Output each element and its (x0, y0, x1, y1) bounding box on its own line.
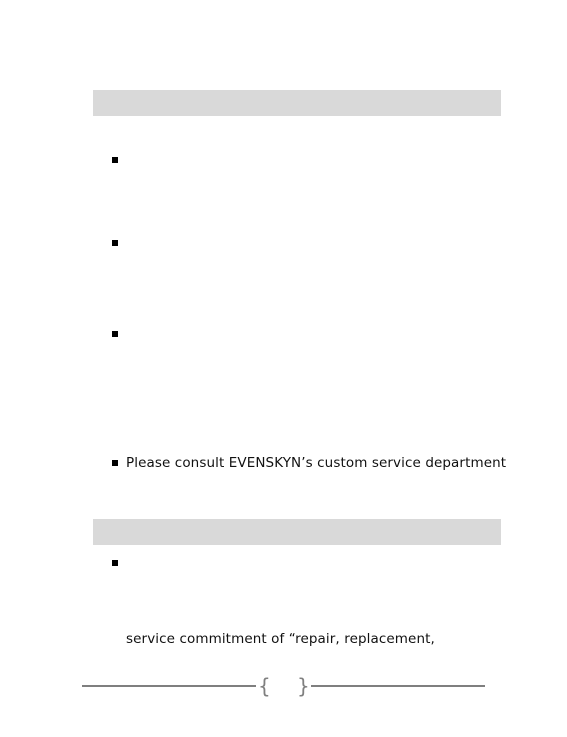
bullet-marker (112, 157, 118, 163)
footer-rule-right (311, 685, 485, 687)
bullet-marker (112, 560, 118, 566)
bullet-text: Please consult EVENSKYN’s custom service department (126, 455, 507, 471)
body-text-line: service commitment of “repair, replacement, (126, 631, 435, 647)
bullet-marker (112, 240, 118, 246)
bullet-marker (112, 460, 118, 466)
footer-rule-left (82, 685, 256, 687)
footer-left-brace: { (258, 674, 271, 698)
section-header-bar (93, 519, 501, 545)
footer-right-brace: } (297, 674, 310, 698)
bullet-marker (112, 331, 118, 337)
section-header-bar (93, 90, 501, 116)
